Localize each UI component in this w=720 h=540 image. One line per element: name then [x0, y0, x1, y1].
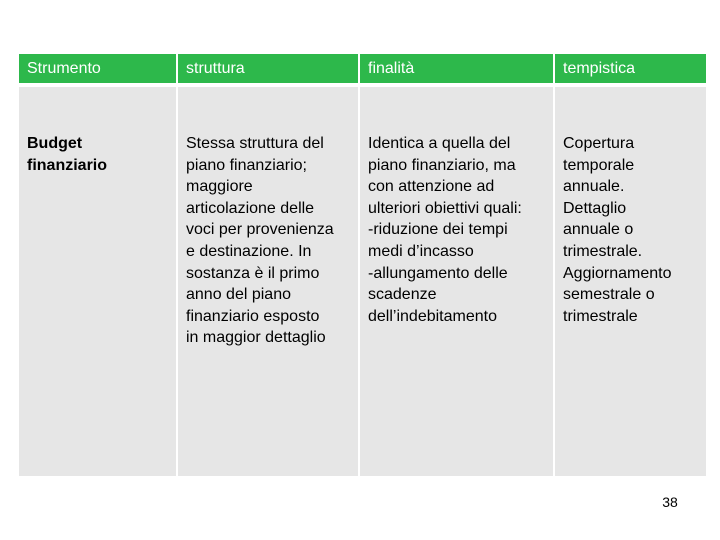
- text-line: trimestrale.: [563, 242, 643, 260]
- header-cell-strumento: Strumento: [19, 54, 176, 83]
- text-line: piano finanziario, ma: [368, 156, 516, 174]
- text-line: e destinazione. In: [186, 242, 312, 260]
- text-line: scadenze: [368, 286, 437, 304]
- text-line: Dettaglio: [563, 199, 627, 217]
- text-line: anno del piano: [186, 286, 291, 304]
- text-line: semestrale o: [563, 286, 655, 304]
- text-line: dell’indebitamento: [368, 307, 497, 325]
- text-line: sostanza è il primo: [186, 264, 320, 282]
- text-line: Aggiornamento: [563, 264, 672, 282]
- text-line: Identica a quella del: [368, 135, 511, 152]
- cell-strumento: [19, 87, 176, 476]
- cell-struttura: [178, 87, 358, 476]
- cell-tempistica: [555, 87, 706, 476]
- text-line: annuale.: [563, 178, 625, 196]
- header-cell-tempistica: tempistica: [555, 54, 706, 83]
- text-line: finanziario esposto: [186, 307, 320, 325]
- text-line: con attenzione ad: [368, 178, 495, 196]
- text-line: maggiore: [186, 178, 253, 196]
- text-line: articolazione delle: [186, 199, 315, 217]
- text-line: in maggior dettaglio: [186, 329, 326, 347]
- text-line: Budget: [27, 135, 83, 152]
- text-line: piano finanziario;: [186, 156, 307, 174]
- text-line: Stessa struttura del: [186, 135, 324, 152]
- text-line: trimestrale: [563, 307, 638, 325]
- cell-finalita: [360, 87, 553, 476]
- text-line: finanziario: [27, 156, 108, 174]
- text-line: voci per provenienza: [186, 221, 334, 239]
- text-line: ulteriori obiettivi quali:: [368, 199, 522, 217]
- text-line: annuale o: [563, 221, 634, 239]
- text-line: temporale: [563, 156, 635, 174]
- text-line: -riduzione dei tempi: [368, 221, 508, 239]
- page-number: 38: [662, 494, 678, 510]
- comparison-table: [19, 54, 706, 478]
- header-cell-struttura: struttura: [178, 54, 358, 83]
- text-line: -allungamento delle: [368, 264, 508, 282]
- text-line: medi d’incasso: [368, 242, 474, 260]
- header-cell-finalita: finalità: [360, 54, 553, 83]
- text-line: Copertura: [563, 135, 635, 152]
